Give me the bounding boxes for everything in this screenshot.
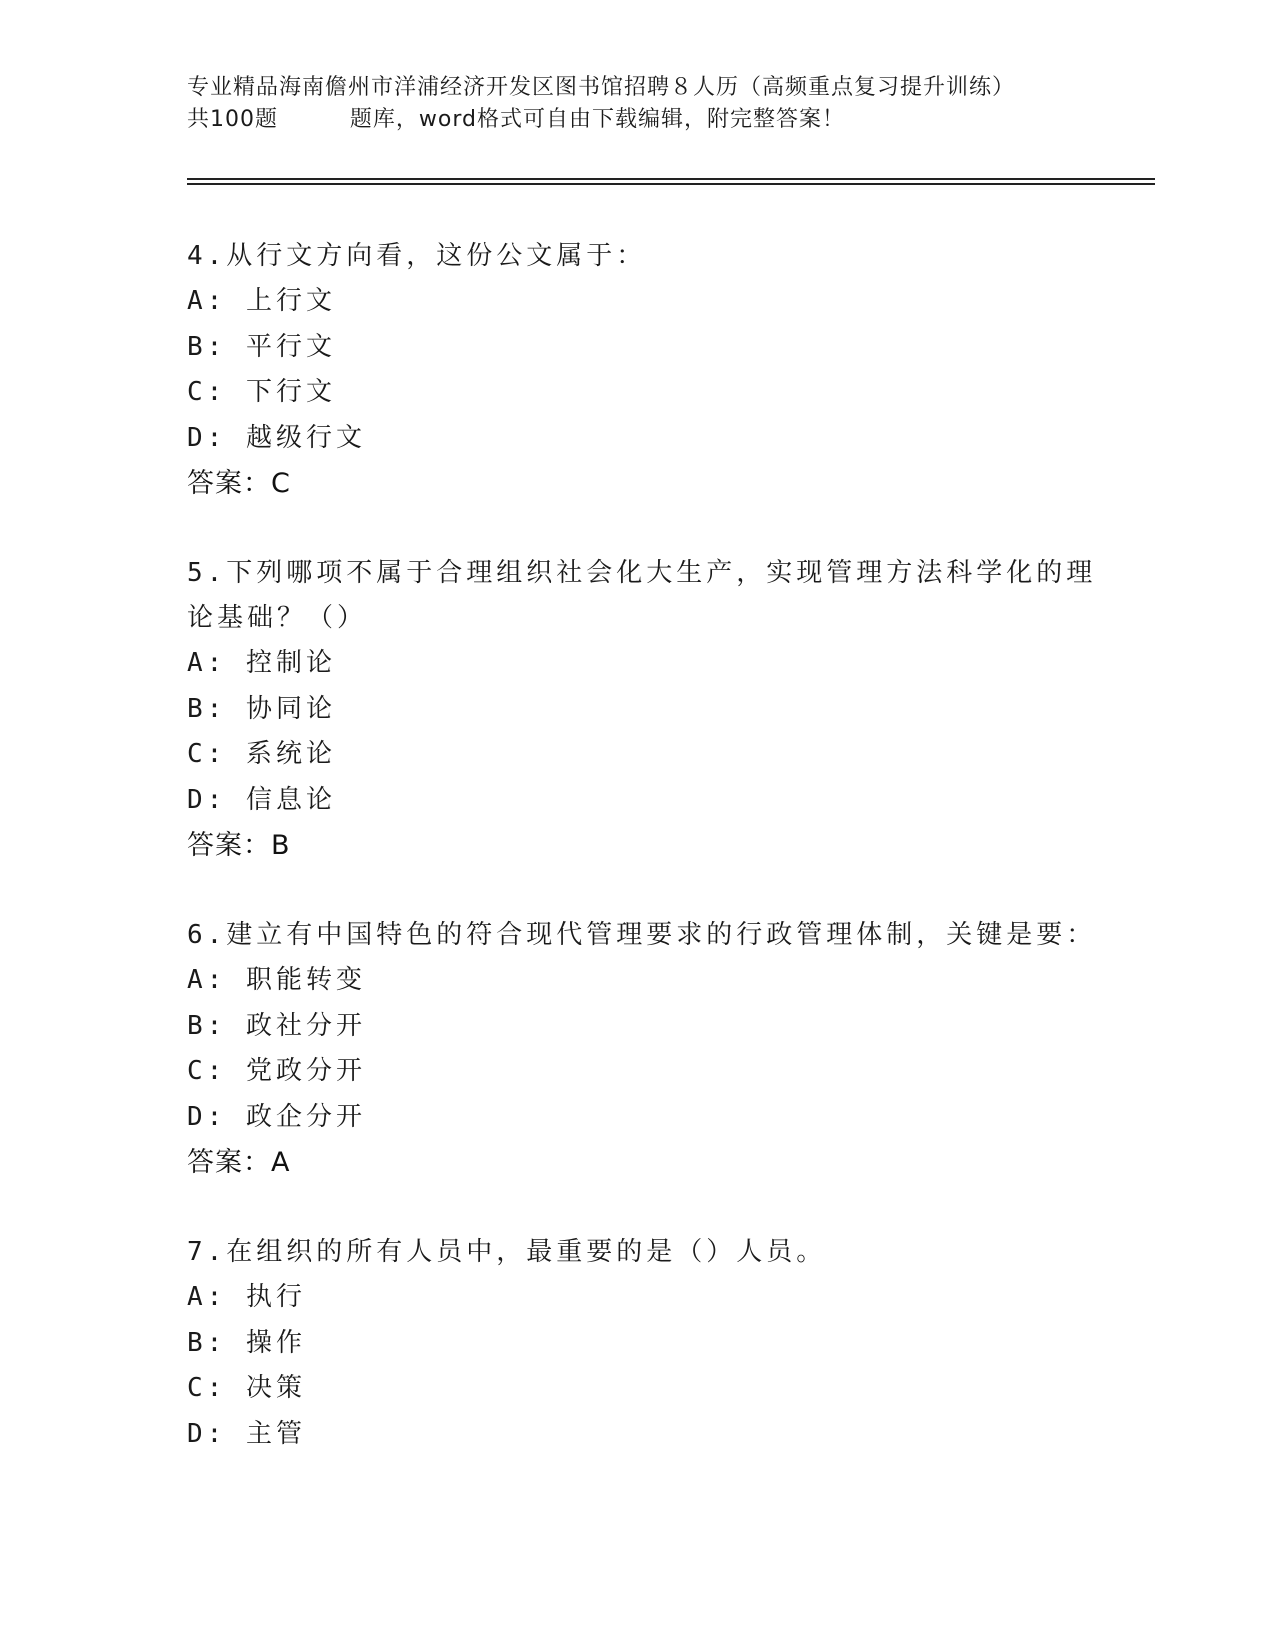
document-header — [187, 72, 1107, 136]
option-d: D: 主管 — [187, 1418, 306, 1449]
option-c: C: 下行文 — [187, 377, 336, 407]
question-list — [187, 234, 1107, 1501]
header-title-line-2: 共100题 题库，word格式可自由下载编辑，附完整答案！ — [187, 107, 846, 132]
question-7 — [187, 1230, 1107, 1457]
question-6 — [187, 913, 1107, 1186]
option-d: D: 政企分开 — [187, 1101, 366, 1132]
answer-label: 答案：C — [187, 468, 291, 499]
option-a: A: 上行文 — [187, 286, 336, 316]
option-d: D: 越级行文 — [187, 422, 366, 453]
option-c: C: 系统论 — [187, 739, 336, 769]
option-b: B: 操作 — [187, 1327, 306, 1358]
header-title-line-1: 专业精品海南儋州市洋浦经济开发区图书馆招聘８人历（高频重点复习提升训练） — [187, 75, 1016, 100]
option-c: C: 党政分开 — [187, 1056, 366, 1086]
answer-label: 答案：A — [187, 1147, 291, 1178]
question-stem: 7.在组织的所有人员中，最重要的是（）人员。 — [187, 1237, 827, 1267]
option-b: B: 平行文 — [187, 331, 336, 362]
option-b: B: 政社分开 — [187, 1010, 366, 1041]
header-divider-top — [187, 178, 1155, 180]
option-a: A: 职能转变 — [187, 965, 366, 995]
question-stem: 5.下列哪项不属于合理组织社会化大生产，实现管理方法科学化的理论基础？（） — [187, 558, 1097, 633]
question-stem: 6.建立有中国特色的符合现代管理要求的行政管理体制，关键是要： — [187, 920, 1097, 950]
question-4 — [187, 234, 1107, 507]
option-c: C: 决策 — [187, 1373, 306, 1403]
option-b: B: 协同论 — [187, 693, 336, 724]
option-d: D: 信息论 — [187, 784, 336, 815]
option-a: A: 控制论 — [187, 648, 336, 678]
question-5 — [187, 551, 1107, 869]
question-stem: 4.从行文方向看，这份公文属于： — [187, 241, 647, 271]
header-divider-bottom — [187, 183, 1155, 185]
option-a: A: 执行 — [187, 1282, 306, 1312]
answer-label: 答案：B — [187, 830, 291, 861]
